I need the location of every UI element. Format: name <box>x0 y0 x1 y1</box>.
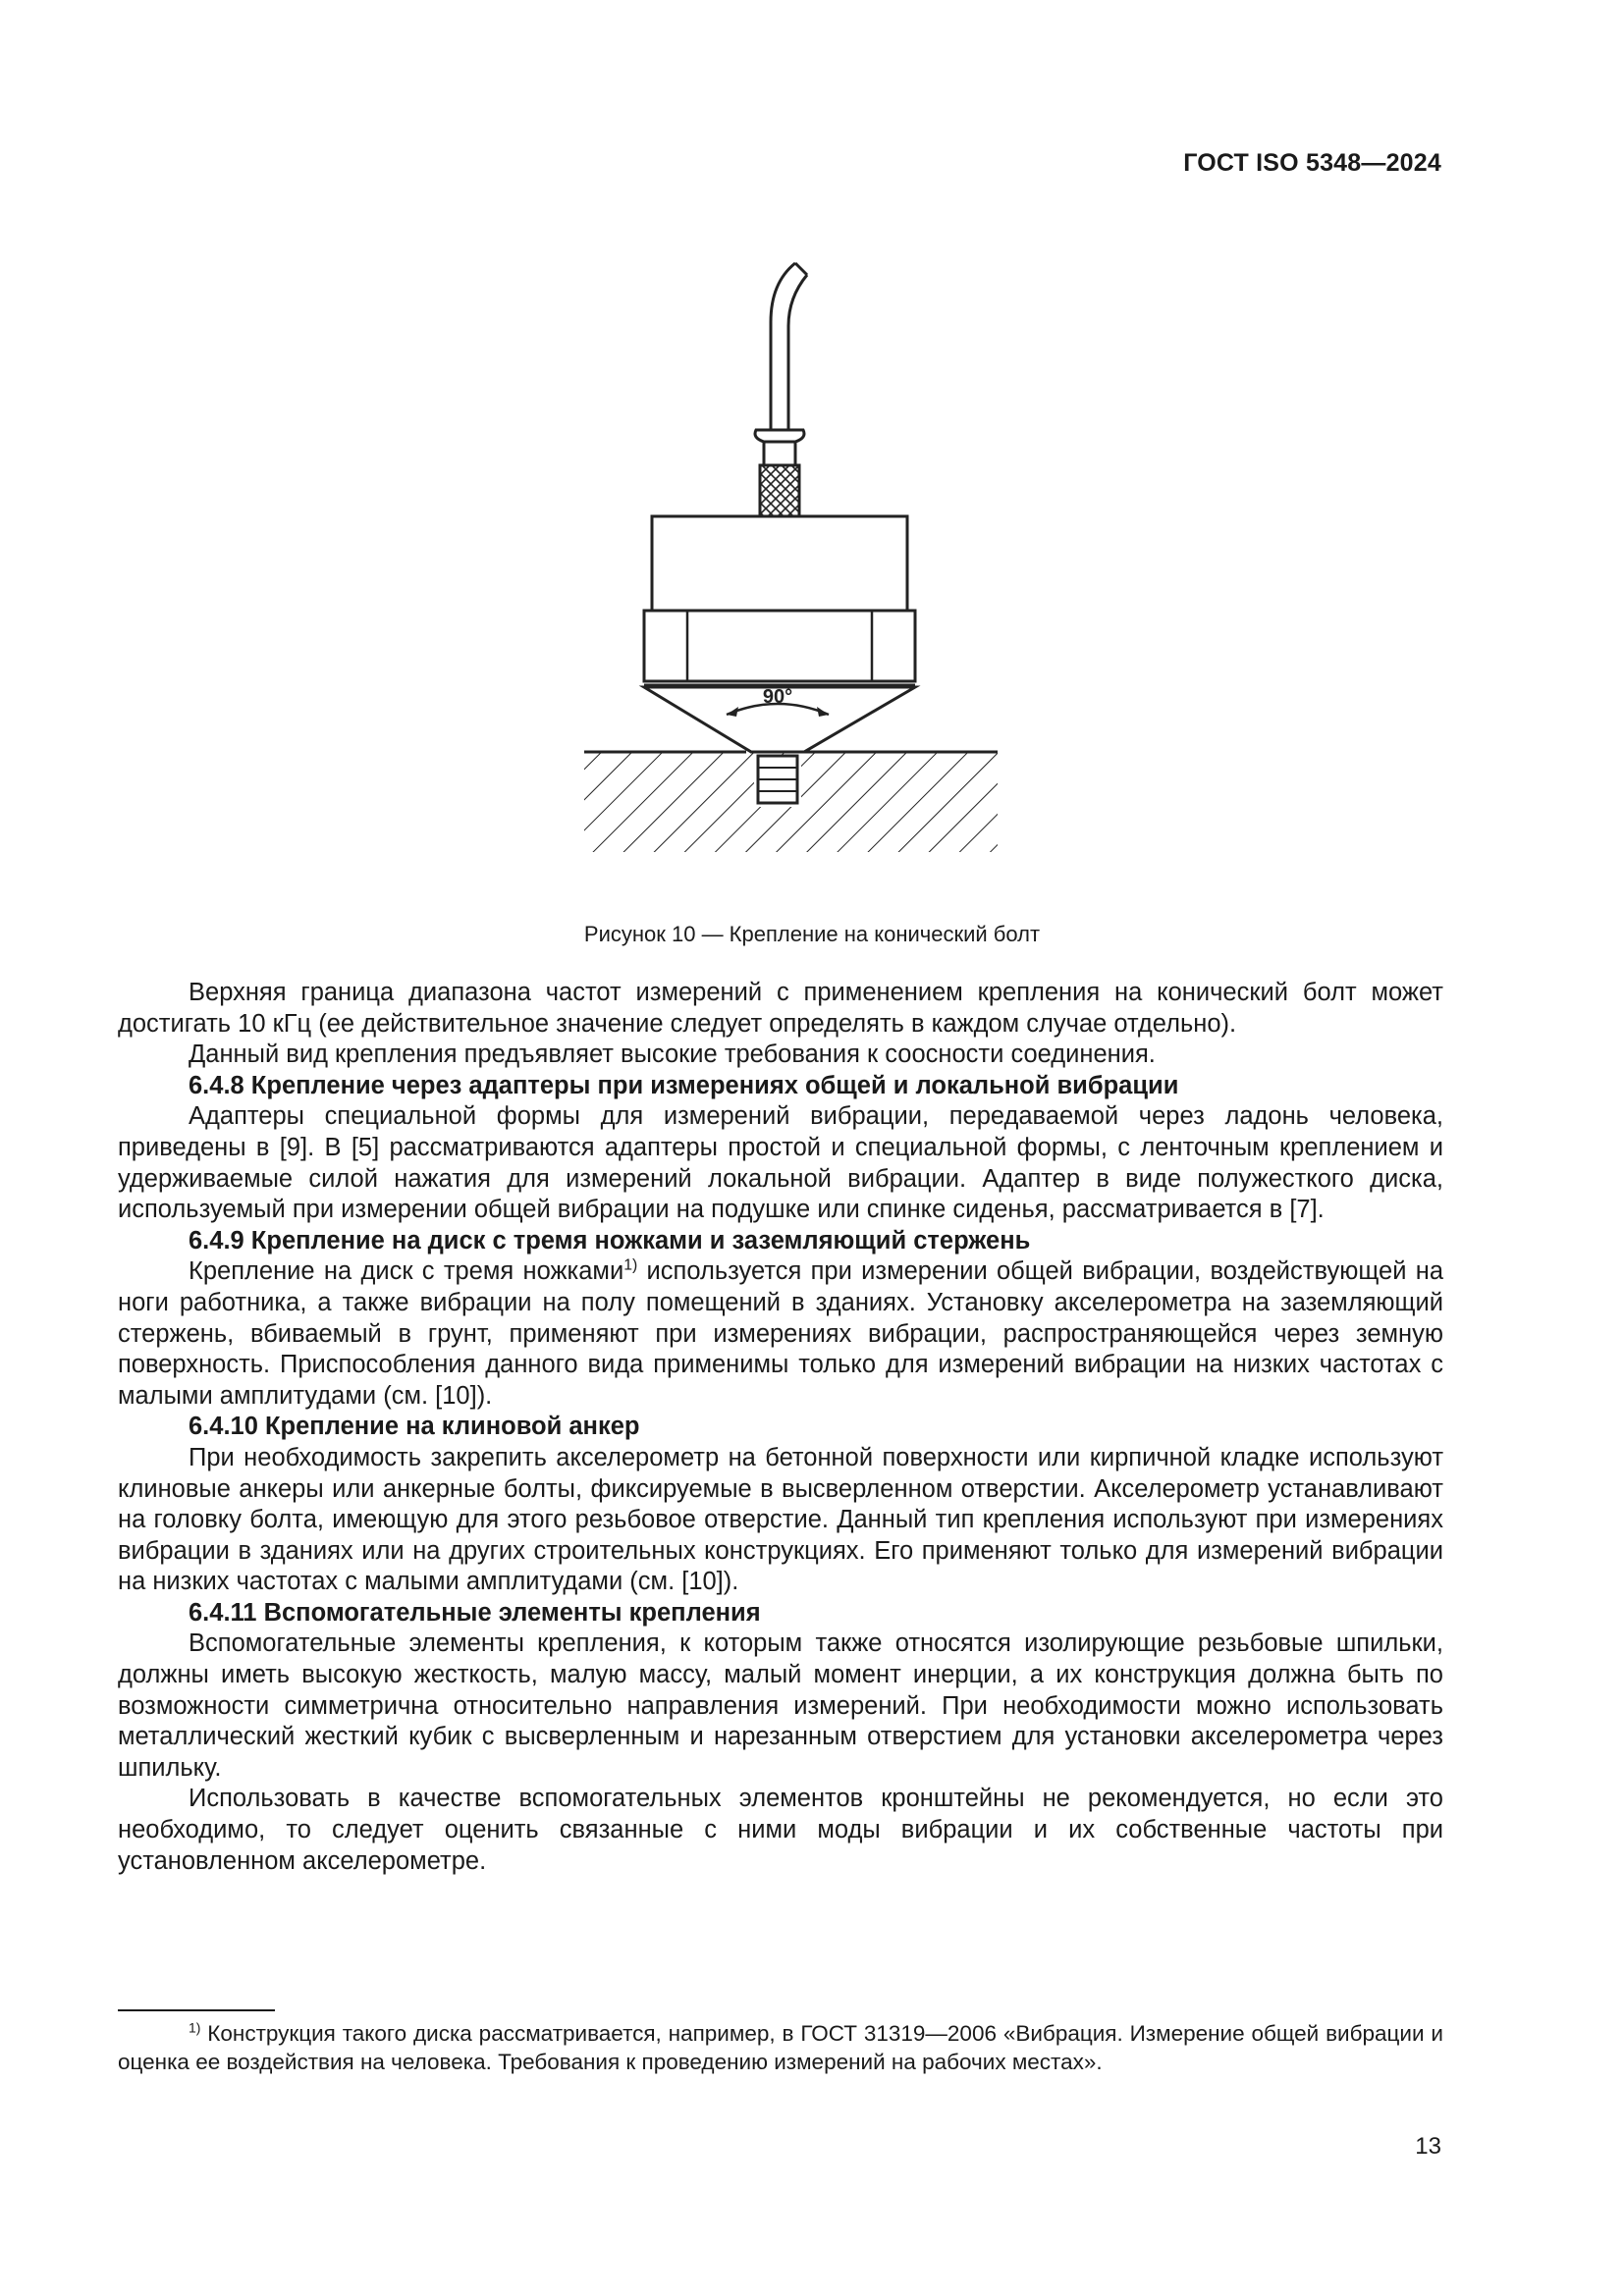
cable-collar <box>755 430 804 442</box>
footnote-text <box>118 2019 1443 2076</box>
angle-label: 90° <box>762 686 793 708</box>
threaded-bolt <box>758 756 797 803</box>
tripod-text-rest: используется при измерении общей вибрации, воздействующей на ноги работника, а также вибрации на полу помещений в зданиях. Установку акселерометра на заземляющий стержень, вбиваемый в грунт, применяют при измерениях вибрации, распространяющейся через земную поверхность. Приспособления данного вида применимы только для измерений вибрации на низких частотах с малыми амплитудами (см. [10]). <box>118 1257 1444 1410</box>
figure-conical-bolt <box>550 253 1041 881</box>
heading-6-4-11: 6.4.11 Вспомогательные элементы крепления <box>189 1598 761 1627</box>
page-number: 13 <box>1415 2133 1441 2160</box>
connector-neck <box>764 442 795 465</box>
footnote-mark: 1) <box>189 2019 201 2036</box>
heading-6-4-8: 6.4.8 Крепление через адаптеры при измерениях общей и локальной вибрации <box>189 1071 1179 1099</box>
paragraph-wedge-anchor: При необходимость закрепить акселерометр на бетонной поверхности или кирпичной кладке используют клиновые анкеры или анкерные болты, фиксируемые в высверленном отверстии. Акселерометр устанавливают на головку болта, имеющую для этого резьбовое отверстие. Данный тип крепления используют при измерениях вибрации в зданиях или на других строительных конструкциях. Его применяют только для измерений вибрации на низких частотах с малыми амплитудами (см. [10]). <box>118 1443 1443 1596</box>
heading-6-4-10: 6.4.10 Крепление на клиновой анкер <box>189 1413 640 1441</box>
accelerometer-body <box>652 516 907 611</box>
document-header-id: ГОСТ ISO 5348—2024 <box>1183 149 1441 177</box>
footnote-body: Конструкция такого диска рассматривается, например, в ГОСТ 31319—2006 «Вибрация. Измерение общей вибрации и оценка ее воздействия на человека. Требования к проведению измерений на рабочих местах». <box>118 2021 1443 2074</box>
paragraph-brackets: Использовать в качестве вспомогательных элементов кронштейны не рекомендуется, но если это необходимо, то следует оценить связанные с ними моды вибрации и их собственные частоты при установленном акселерометре. <box>118 1785 1443 1875</box>
paragraph-adapters: Адаптеры специальной формы для измерений вибрации, передаваемой через ладонь человека, приведены в [9]. В [5] рассматриваются адаптеры простой и специальной формы, с ленточным креплением и удерживаемые силой нажатия для измерений локальной вибрации. Адаптер в виде полужесткого диска, используемый при измерении общей вибрации на подушке или спинке сиденья, рассматривается в [7]. <box>118 1102 1443 1224</box>
conical-bolt-drawing <box>550 253 1041 881</box>
footnote-separator <box>118 2009 275 2011</box>
hex-nut <box>644 611 915 685</box>
figure-caption: Рисунок 10 — Крепление на конический болт <box>583 922 1041 946</box>
main-text <box>118 978 1443 1877</box>
paragraph-tripod-disk <box>118 1256 1443 1412</box>
footnote <box>118 2019 1443 2076</box>
paragraph-alignment: Данный вид крепления предъявляет высокие требования к соосности соединения. <box>189 1041 1156 1069</box>
cable <box>771 263 807 430</box>
paragraph-upper-frequency: Верхняя граница диапазона частот измерений с применением крепления на конический болт может достигать 10 кГц (ее действительное значение следует определять в каждом случае отдельно). <box>118 979 1443 1038</box>
paragraph-auxiliary-elements: Вспомогательные элементы крепления, к которым также относятся изолирующие резьбовые шпильки, должны иметь высокую жесткость, малую массу, малый момент инерции, а их конструкция должна быть по возможности симметрична относительно направления измерений. При необходимости можно использовать металлический жесткий кубик с высверленным и нарезанным отверстием для установки акселерометра через шпильку. <box>118 1629 1443 1782</box>
footnote-reference: 1) <box>623 1256 638 1274</box>
knurled-connector <box>760 465 799 516</box>
heading-6-4-9: 6.4.9 Крепление на диск с тремя ножками и заземляющий стержень <box>189 1226 1031 1255</box>
tripod-text-start: Крепление на диск с тремя ножками <box>189 1257 624 1286</box>
